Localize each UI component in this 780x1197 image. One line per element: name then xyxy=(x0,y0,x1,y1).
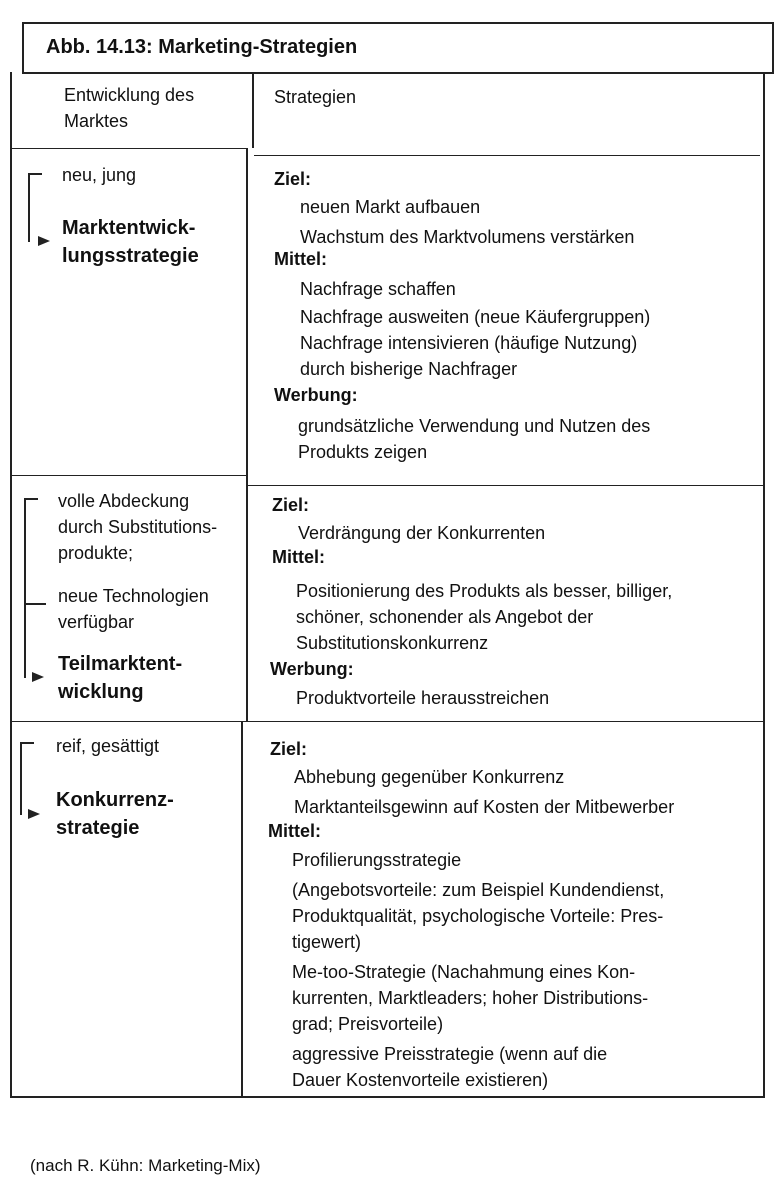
werbung-list: grundsätzliche Verwendung und Nutzen des Produkts zeigen xyxy=(298,416,651,462)
mittel-list: Profilierungsstrategie (Angebotsvorteile: zum Beispiel Kundendienst, Produktqualität, psychologische Vorteile: Pres- tigewert) Me-too-Strategie (Nachahmung eines Kon- kurrenten, Marktleaders; hoher Distributions- grad; Preisvorteile) aggressive Preisstrategie (wenn auf die Dauer Kostenvorteile existieren) xyxy=(292,850,665,1090)
mittel-list: Nachfrage schaffen Nachfrage ausweiten (neue Käufergruppen) Nachfrage intensivieren (häufige Nutzung) durch bisherige Nachfrager xyxy=(300,279,651,379)
header-col2: Strategien xyxy=(274,87,357,107)
mittel-label: Mittel: xyxy=(272,547,325,567)
column-divider-row2 xyxy=(246,475,248,722)
ziel-list: neuen Markt aufbauen Wachstum des Marktvolumens verstärken xyxy=(300,197,635,247)
werbung-list: Produktvorteile herausstreichen xyxy=(296,688,550,708)
ziel-label: Ziel: xyxy=(272,495,310,515)
mittel-label: Mittel: xyxy=(268,821,321,841)
ziel-list: Abhebung gegenüber Konkurrenz Marktanteilsgewinn auf Kosten der Mitbewerber xyxy=(294,767,675,817)
bracket-row1 xyxy=(28,173,42,242)
source-footnote: (nach R. Kühn: Marketing-Mix) xyxy=(30,1156,261,1175)
condition-text: neu, jung xyxy=(62,165,137,185)
ziel-label: Ziel: xyxy=(274,169,312,189)
strategy-name: Teilmarktent- wicklung xyxy=(58,653,183,703)
header-col1: Entwicklung des Marktes xyxy=(64,85,195,131)
mittel-list: Positionierung des Produkts als besser, billiger, schöner, schonender als Angebot der Substitutionskonkurrenz xyxy=(296,581,673,653)
condition-text: reif, gesättigt xyxy=(56,736,160,756)
bracket-row3 xyxy=(20,742,34,815)
row1-separator-left xyxy=(12,475,248,476)
werbung-label: Werbung: xyxy=(274,385,358,405)
header-separator-right xyxy=(254,155,760,156)
werbung-label: Werbung: xyxy=(270,659,354,679)
ziel-label: Ziel: xyxy=(270,739,308,759)
bracket-tick-row2 xyxy=(24,603,46,605)
column-divider-row1 xyxy=(246,148,248,475)
header-separator-left xyxy=(12,148,248,149)
strategy-name: Marktentwick- lungsstrategie xyxy=(62,217,199,267)
bracket-row2 xyxy=(24,498,38,678)
row1-separator-right xyxy=(248,485,765,486)
arrow-right-icon xyxy=(38,236,50,246)
arrow-right-icon xyxy=(32,672,44,682)
condition-text: neue Technologien verfügbar xyxy=(58,586,209,632)
header-divider xyxy=(252,72,254,148)
mittel-label: Mittel: xyxy=(274,249,327,269)
arrow-right-icon xyxy=(28,809,40,819)
strategy-name: Konkurrenz- strategie xyxy=(56,789,174,839)
condition-text: volle Abdeckung durch Substitutions- produkte; xyxy=(58,491,218,563)
column-divider-row3 xyxy=(241,722,243,1098)
figure-title: Abb. 14.13: Marketing-Strategien xyxy=(46,36,358,58)
ziel-list: Verdrängung der Konkurrenten xyxy=(298,523,546,543)
row2-separator xyxy=(12,721,765,722)
